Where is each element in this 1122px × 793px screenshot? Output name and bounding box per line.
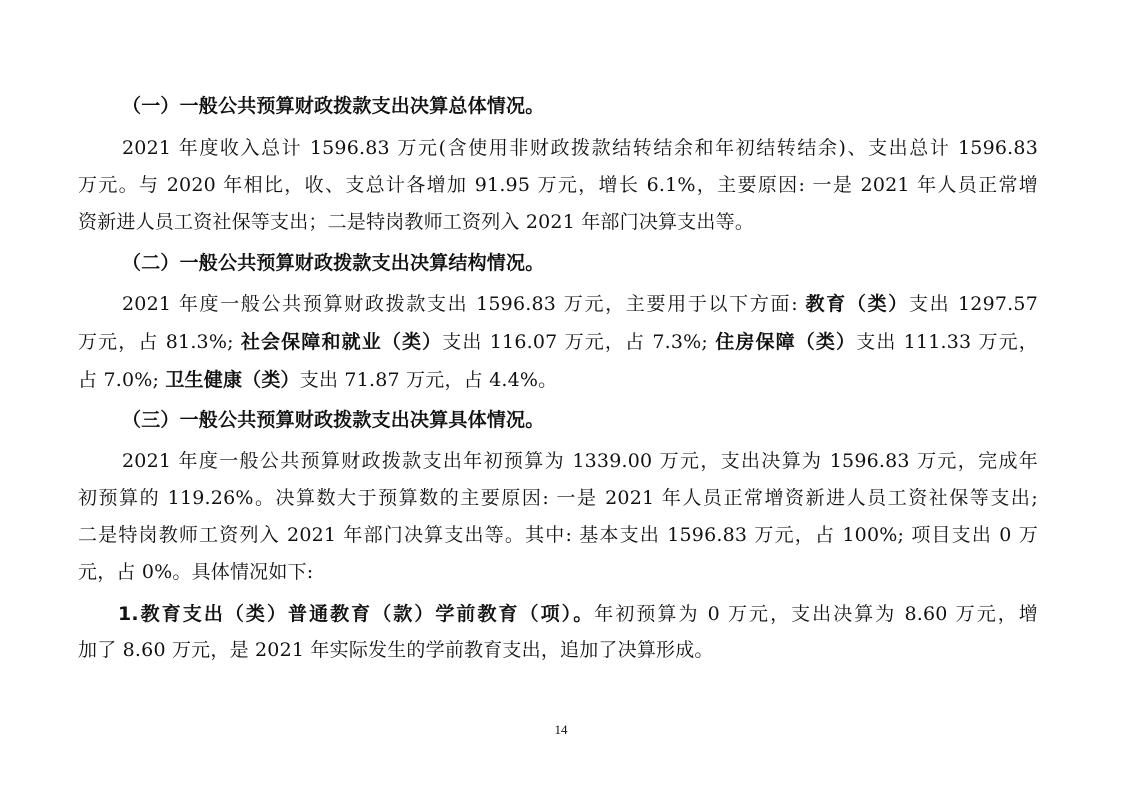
paragraph-item-1-line-2: 加了 8.60 万元，是 2021 年实际发生的学前教育支出，追加了决算形成。	[78, 639, 714, 661]
heading-overall: （一）一般公共预算财政拨款支出决算总体情况。	[122, 95, 545, 117]
item-1-title: 1.教育支出（类）普通教育（款）学前教育（项）。	[118, 603, 595, 625]
paragraph-structure-line-3	[78, 368, 1038, 392]
page-number: 14	[554, 722, 568, 737]
paragraph-details-line-2: 初预算的 119.26%。决算数大于预算数的主要原因: 一是 2021 年人员正常增资新进人员工资社保等支出;	[78, 487, 1038, 509]
category-health: 卫生健康（类）	[165, 369, 300, 391]
paragraph-overall-line-1: 2021 年度收入总计 1596.83 万元(含使用非财政拨款结转结余和年初结转结余)、支出总计 1596.83	[122, 137, 1038, 159]
structure-text: 支出 1297.57	[908, 293, 1038, 315]
paragraph-structure-line-2	[78, 330, 1038, 354]
category-housing: 住房保障（类）	[715, 331, 857, 353]
category-education: 教育（类）	[805, 293, 909, 315]
paragraph-details-line-4: 元，占 0%。具体情况如下:	[78, 561, 314, 583]
heading-details: （三）一般公共预算财政拨款支出决算具体情况。	[122, 409, 545, 431]
structure-text: 支出 111.33 万元，	[856, 331, 1039, 353]
structure-text: 万元，占 81.3%;	[78, 331, 241, 353]
structure-text: 支出 71.87 万元，占 4.4%。	[299, 369, 558, 391]
heading-structure: （二）一般公共预算财政拨款支出决算结构情况。	[122, 252, 545, 274]
item-1-text: 年初预算为 0 万元，支出决算为 8.60 万元，增	[594, 603, 1038, 625]
structure-text: 占 7.0%;	[78, 369, 166, 391]
paragraph-overall-line-3: 资新进人员工资社保等支出；二是特岗教师工资列入 2021 年部门决算支出等。	[78, 211, 755, 233]
paragraph-item-1-line-1	[118, 602, 1038, 626]
structure-text: 2021 年度一般公共预算财政拨款支出 1596.83 万元，主要用于以下方面:	[122, 293, 806, 315]
structure-text: 支出 116.07 万元，占 7.3%;	[442, 331, 716, 353]
paragraph-details-line-1: 2021 年度一般公共预算财政拨款支出年初预算为 1339.00 万元，支出决算为 1596.83 万元，完成年	[122, 450, 1038, 472]
paragraph-overall-line-2: 万元。与 2020 年相比，收、支总计各增加 91.95 万元，增长 6.1%，主要原因: 一是 2021 年人员正常增	[78, 174, 1038, 196]
paragraph-details-line-3: 二是特岗教师工资列入 2021 年部门决算支出等。其中: 基本支出 1596.83 万元，占 100%; 项目支出 0 万	[78, 524, 1038, 546]
paragraph-structure-line-1	[122, 292, 1038, 316]
category-social-security: 社会保障和就业（类）	[240, 331, 443, 353]
